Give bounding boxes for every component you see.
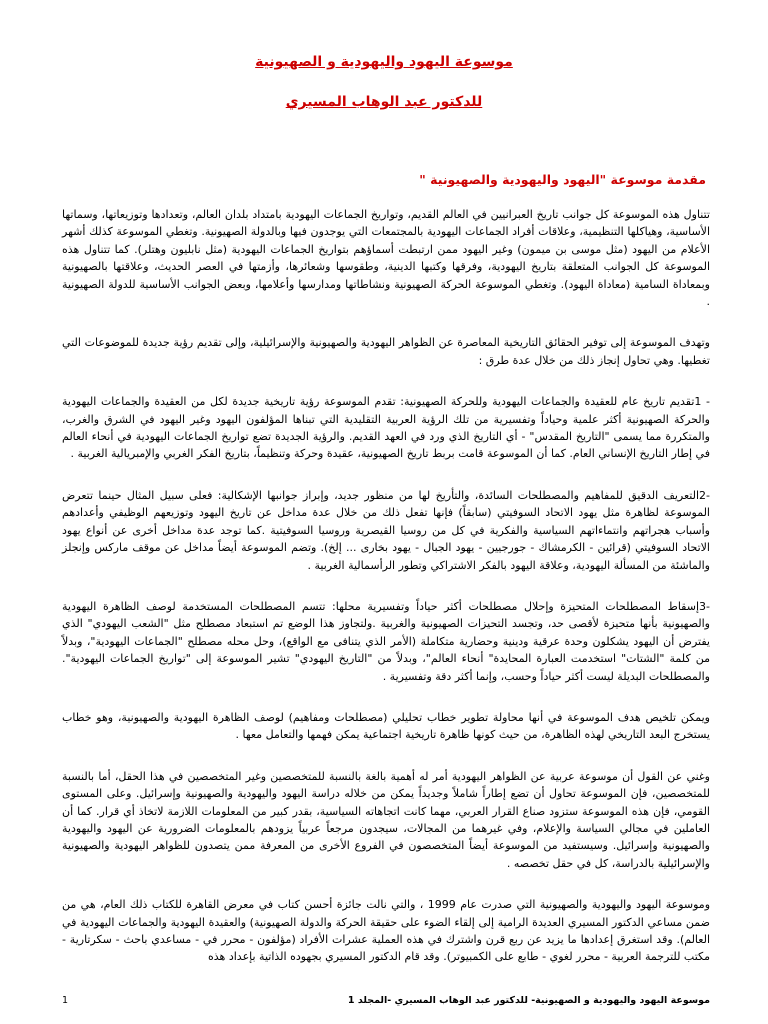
paragraph-1: تتناول هذه الموسوعة كل جوانب تاريخ العبرانيين في العالم القديم، وتواريخ الجماعات اليهودية بامتداد بلدان العالم، وتعدادها وتوزيعاتها، وسماتها الأساسية، وهياكلها التنظيمية، وعلاقات أفراد الجماعات اليهودية بالمجتمعات التي يوجدون فيها وبالدولة الصهيونية. وتغطي الموسوعة كذلك أشهر الأعلام من اليهود (مثل موسى بن ميمون) وغير اليهود ممن ارتبطت أسماؤهم بتواريخ الجماعات اليهودية (مثل نابليون وهتلر). كما تتناول هذه الموسوعة كل الجوانب المتعلقة بتاريخ اليهودية، وفرقها وكتبها الدينية، وطقوسها وشعائرها، وأزمتها في العصر الحديث، وعلاقتها بالصهيونية وبمعاداة السامية (معاداة اليهود). وتغطي الموسوعة الحركة الصهيونية ونشاطاتها ومدارسها وأعلامها، وبعض الجوانب الأساسية للدولة الصهيونية . xyxy=(62,208,710,309)
document-body xyxy=(62,206,710,990)
document-author: للدكتور عبد الوهاب المسيري xyxy=(285,94,483,110)
page-number: 1 xyxy=(62,995,69,1006)
section-heading: مقدمة موسوعة "اليهود واليهودية والصهيونية " xyxy=(419,172,706,187)
footer-text: موسوعة اليهود واليهودية و الصهيونية- للدكتور عبد الوهاب المسيري -المجلد 1 xyxy=(347,995,710,1006)
paragraph-6: ويمكن تلخيص هدف الموسوعة في أنها محاولة تطوير خطاب تحليلي (مصطلحات ومفاهيم) لوصف الظاهرة اليهودية والصهيونية، وهو خطاب يستخرج البعد التاريخي لهذه الظاهرة، من حيث كونها ظاهرة تاريخية اجتماعية يمكن فهمها والتعامل معها . xyxy=(62,710,710,742)
paragraph-5: -3إسقاط المصطلحات المتحيزة وإحلال مصطلحات أكثر حياداً وتفسيرية محلها: تتسم المصطلحات المستخدمة لوصف الظاهرة اليهودية والصهيونية بأنها متحيزة لأقصى حد، وتجسد التحيزات الصهيونية والغربية .ولتجاوز هذا الوضع تم استبعاد مصطلح مثل "الشعب اليهودي" الذي يفترض أن اليهود يشكلون وحدة عرقية ودينية وحضارية متكاملة (الأمر الذي يتنافى مع الواقع)، وحل محله مصطلح "الجماعات اليهودية"، وبدلاً من كلمة "الشتات" استخدمت العبارة المحايدة" أنحاء العالم"، وبدلاً من "التاريخ اليهودي" تشير الموسوعة إلى "تواريخ الجماعات اليهودية". والمصطلحات البديلة ليست أكثر حياداً وحسب، وإنما أكثر دقة وتفسيرية . xyxy=(62,599,710,683)
paragraph-7: وغني عن القول أن موسوعة عربية عن الظواهر اليهودية أمر له أهمية بالغة بالنسبة للمتخصصين وغير المتخصصين في هذا الحقل، أما بالنسبة للمتخصصين، فإن الموسوعة تحاول أن تضع إطاراً شاملاً وجديداً يمكن من خلاله دراسة اليهود واليهودية والصهيونية وإسرائيل. وعلى المستوى القومي، فإن هذه الموسوعة ستزود صناع القرار العربي، مهما كانت اتجاهاته السياسية، بقدر كبير من المعلومات اللازمة لاتخاذ أي قرار. كما أن العاملين في مجالي السياسة والإعلام، وفي غيرهما من المجالات، سيجدون مرجعاً عربياً يزودهم بالمعلومات الضرورية عن اليهود واليهودية والصهيونية وإسرائيل. وسيستفيد من الموسوعة أيضاً المتخصصون في الفروع الأخرى من المعرفة ممن يتصدون للظواهر اليهودية والصهيونية والإسرائيلية بالدراسة، كل في حقل تخصصه . xyxy=(62,769,710,870)
paragraph-8: وموسوعة اليهود واليهودية والصهيونية التي صدرت عام 1999 ، والتي نالت جائزة أحسن كتاب في معرض القاهرة للكتاب ذلك العام، هي من ضمن مساعي الدكتور المسيري العديدة الرامية إلى إلقاء الضوء على حقيقة الحركة والدولة الصهيونية) والعقيدة اليهودية والجماعات اليهودية في العالم). وقد استغرق إعدادها ما يزيد عن ربع قرن واشترك في هذه العملية عشرات الأفراد (مؤلفون - محرر في - مساعدي باحث - سكرتارية - مكتب للترجمة العربية - محرر لغوي - طابع على الكمبيوتر). وقد قام الدكتور المسيري بجهوده الذاتية بإعداد هذه xyxy=(62,898,711,964)
paragraph-4: -2التعريف الدقيق للمفاهيم والمصطلحات السائدة، والتأريخ لها من منظور جديد، وإبراز جوانبها الإشكالية: فعلى سبيل المثال حينما تتعرض الموسوعة لظاهرة مثل يهود الاتحاد السوفيتي (سابقاً) فإنها تفعل ذلك من خلال عدة مداخل عن تاريخ اليهود وتوزيعهم الوظيفي وأعدادهم وأسباب هجراتهم وانتماءاتهم السياسية والفكرية في كل من روسيا القيصرية وروسيا السوفيتية .كما توجد عدة مداخل أخرى عن أنواع يهود الاتحاد السوفيتي (قرائين - الكرمشاك - جورجيين - يهود الجبال - يهود بخارى ... إلخ). وتضم الموسوعة أيضاً مداخل عن موقف ماركس وإنجلز والماشئة من المسألة اليهودية، وعلاقة اليهود بالفكر الاشتراكي وتطور الرأسمالية الغربية . xyxy=(62,488,710,572)
page-footer xyxy=(62,995,710,1006)
document-title: موسوعة اليهود واليهودية و الصهيونية xyxy=(255,54,513,70)
paragraph-2: وتهدف الموسوعة إلى توفير الحقائق التاريخية المعاصرة عن الظواهر اليهودية والصهيونية والإسرائيلية، وإلى تقديم رؤية جديدة للموضوعات التي تغطيها. وهي تحاول إنجاز ذلك من خلال عدة طرق : xyxy=(62,336,710,367)
paragraph-3: - 1تقديم تاريخ عام للعقيدة والجماعات اليهودية وللحركة الصهيونية: تقدم الموسوعة رؤية تاريخية جديدة لكل من العقيدة والجماعات اليهودية والحركة الصهيونية أكثر علمية وحياداً وتفسيرية من تلك الرؤية العربية التقليدية التي تبناها المؤلفون اليهود وغير اليهود في الشرق والغرب، والمتكررة مما يسمى "التاريخ المقدس" - أي التاريخ الذي ورد في العهد القديم. والرؤية الجديدة تضع تواريخ الجماعات اليهودية في أنحاء العالم في إطار التاريخ الإنساني العام. كما أن الموسوعة قامت بربط تاريخ الصهيونية، عقيدة وحركة وتنظيماً، بتاريخ الفكر الغربي والإمبريالية الغربية . xyxy=(62,395,710,461)
